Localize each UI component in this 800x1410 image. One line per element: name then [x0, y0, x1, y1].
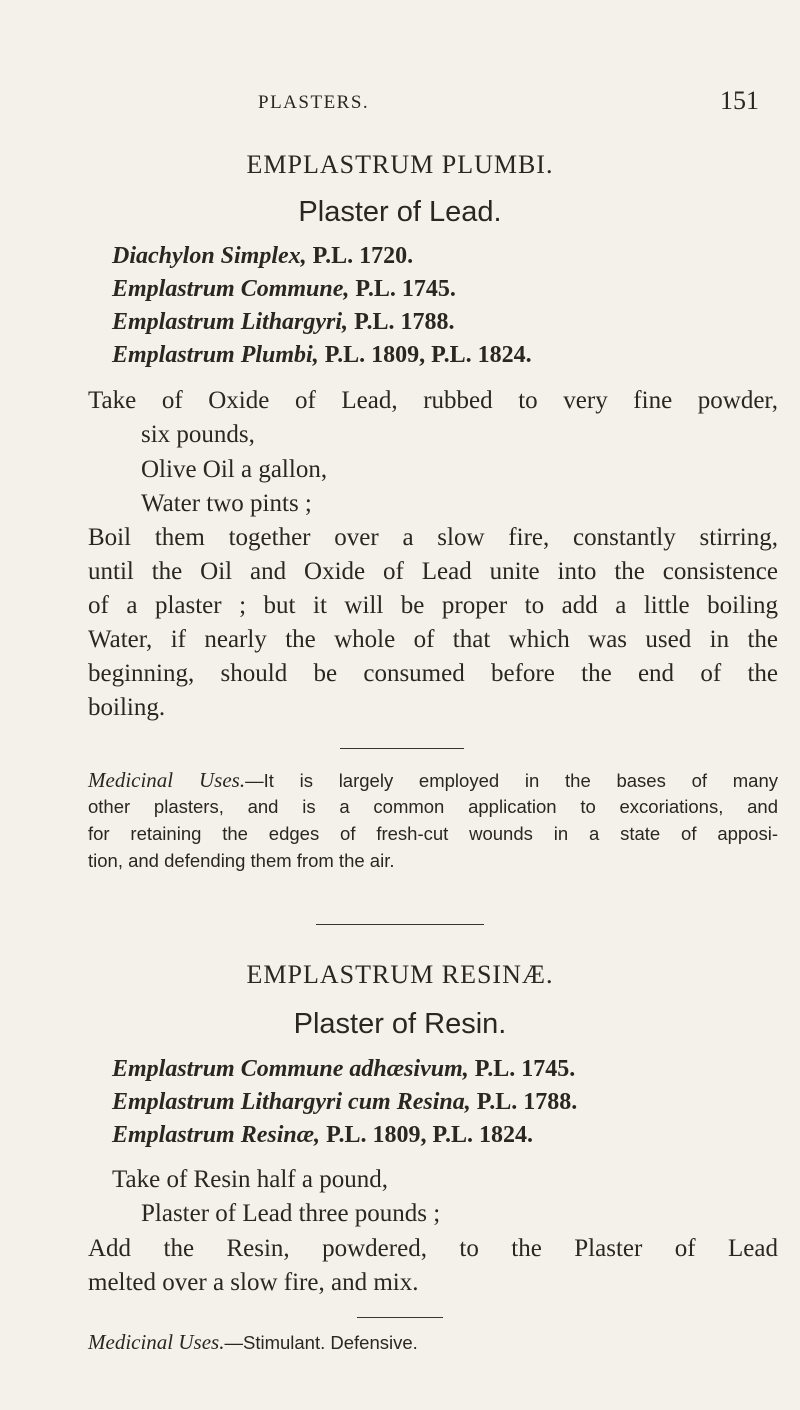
directions-line: Water, if nearly the whole of that which was used in the: [88, 626, 778, 653]
directions-line: Boil them together over a slow fire, constantly stirring,: [88, 524, 778, 551]
recipe-line: six pounds,: [141, 421, 255, 448]
synonym-line: Diachylon Simplex, P.L. 1720.: [112, 243, 414, 269]
synonym-line: Emplastrum Commune adhæsivum, P.L. 1745.: [112, 1056, 576, 1082]
directions-line: Add the Resin, powdered, to the Plaster of Lead: [88, 1235, 778, 1262]
directions-line: until the Oil and Oxide of Lead unite into the consistence: [88, 558, 778, 585]
synonym-line: Emplastrum Commune, P.L. 1745.: [112, 276, 456, 302]
synonym-line: Emplastrum Lithargyri, P.L. 1788.: [112, 309, 455, 335]
directions-line: beginning, should be consumed before the end of the: [88, 660, 778, 687]
short-rule: [340, 748, 464, 749]
directions-line: of a plaster ; but it will be proper to add a little boiling: [88, 592, 778, 619]
section-title: EMPLASTRUM PLUMBI.: [246, 150, 554, 179]
section-divider: [316, 924, 484, 925]
synonym-line: Emplastrum Resinæ, P.L. 1809, P.L. 1824.: [112, 1122, 533, 1148]
section-subtitle: Plaster of Lead.: [298, 196, 502, 228]
running-head: PLASTERS.: [258, 92, 370, 113]
synonym-line: Emplastrum Lithargyri cum Resina, P.L. 1788.: [112, 1089, 578, 1115]
recipe-line: Take of Resin half a pound,: [112, 1166, 388, 1193]
directions-line: melted over a slow fire, and mix.: [88, 1269, 419, 1296]
medicinal-uses-line: Medicinal Uses.—It is largely employed in the bases of many: [88, 768, 778, 792]
medicinal-uses-line: tion, and defending them from the air.: [88, 850, 395, 871]
medicinal-uses-line: other plasters, and is a common application to excoriations, and: [88, 796, 778, 817]
recipe-line: Take of Oxide of Lead, rubbed to very fine powder,: [88, 387, 778, 414]
recipe-line: Olive Oil a gallon,: [141, 456, 328, 483]
medicinal-uses-line: for retaining the edges of fresh-cut wounds in a state of apposi-: [88, 823, 778, 844]
short-rule: [357, 1317, 443, 1318]
directions-line: boiling.: [88, 694, 166, 721]
synonym-line: Emplastrum Plumbi, P.L. 1809, P.L. 1824.: [112, 342, 532, 368]
recipe-line: Plaster of Lead three pounds ;: [141, 1200, 441, 1227]
section-subtitle: Plaster of Resin.: [293, 1008, 507, 1040]
recipe-line: Water two pints ;: [141, 490, 312, 517]
page-number: 151: [720, 86, 759, 115]
medicinal-uses-line: Medicinal Uses.—Stimulant. Defensive.: [88, 1330, 418, 1354]
section-title: EMPLASTRUM RESINÆ.: [246, 960, 554, 989]
